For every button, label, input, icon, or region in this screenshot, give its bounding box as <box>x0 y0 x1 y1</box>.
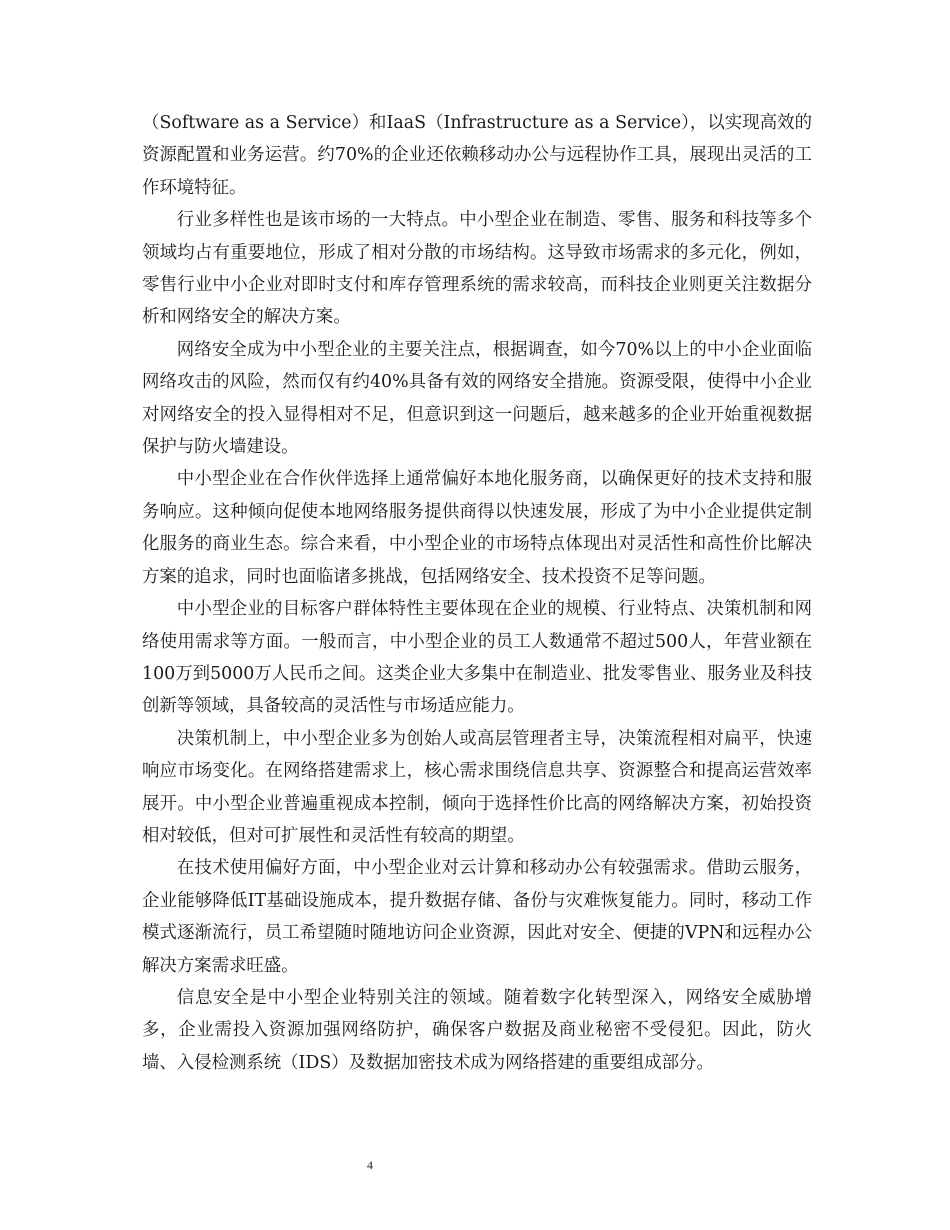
paragraph: 行业多样性也是该市场的一大特点。中小型企业在制造、零售、服务和科技等多个领域均占有重要地位，形成了相对分散的市场结构。这导致市场需求的多元化，例如，零售行业中小企业对即时支付和库存管理系统的需求较高，而科技企业则更关注数据分析和网络安全的解决方案。 <box>142 210 812 328</box>
paragraph: 决策机制上，中小型企业多为创始人或高层管理者主导，决策流程相对扁平，快速响应市场变化。在网络搭建需求上，核心需求围绕信息共享、资源整合和提高运营效率展开。中小型企业普遍重视成本控制，倾向于选择性价比高的网络解决方案，初始投资相对较低，但对可扩展性和灵活性有较高的期望。 <box>142 728 812 846</box>
paragraph: 中小型企业在合作伙伴选择上通常偏好本地化服务商，以确保更好的技术支持和服务响应。这种倾向促使本地网络服务提供商得以快速发展，形成了为中小企业提供定制化服务的商业生态。综合来看，中小型企业的市场特点体现出对灵活性和高性价比解决方案的追求，同时也面临诸多挑战，包括网络安全、技术投资不足等问题。 <box>142 469 812 587</box>
paragraph: 网络安全成为中小型企业的主要关注点，根据调查，如今70%以上的中小企业面临网络攻击的风险，然而仅有约40%具备有效的网络安全措施。资源受限，使得中小企业对网络安全的投入显得相对不足，但意识到这一问题后，越来越多的企业开始重视数据保护与防火墙建设。 <box>142 339 812 458</box>
page-number: 4 <box>367 1158 373 1172</box>
paragraph-continued: （Software as a Service）和IaaS（Infrastructure as a Service），以实现高效的资源配置和业务运营。约70%的企业还依赖移动办公与远程协作工具，展现出灵活的工作环境特征。 <box>142 113 812 198</box>
paragraph: 中小型企业的目标客户群体特性主要体现在企业的规模、行业特点、决策机制和网络使用需求等方面。一般而言，中小型企业的员工人数通常不超过500人，年营业额在100万到5000万人民币之间。这类企业大多集中在制造业、批发零售业、服务业及科技创新等领域，具备较高的灵活性与市场适应能力。 <box>142 599 812 717</box>
paragraph: 信息安全是中小型企业特别关注的领域。随着数字化转型深入，网络安全威胁增多，企业需投入资源加强网络防护，确保客户数据及商业秘密不受侵犯。因此，防火墙、入侵检测系统（IDS）及数据加密技术成为网络搭建的重要组成部分。 <box>142 987 812 1073</box>
paragraph: 在技术使用偏好方面，中小型企业对云计算和移动办公有较强需求。借助云服务，企业能够降低IT基础设施成本，提升数据存储、备份与灾难恢复能力。同时，移动工作模式逐渐流行，员工希望随时随地访问企业资源，因此对安全、便捷的VPN和远程办公解决方案需求旺盛。 <box>142 858 812 976</box>
body-text <box>142 107 812 1079</box>
